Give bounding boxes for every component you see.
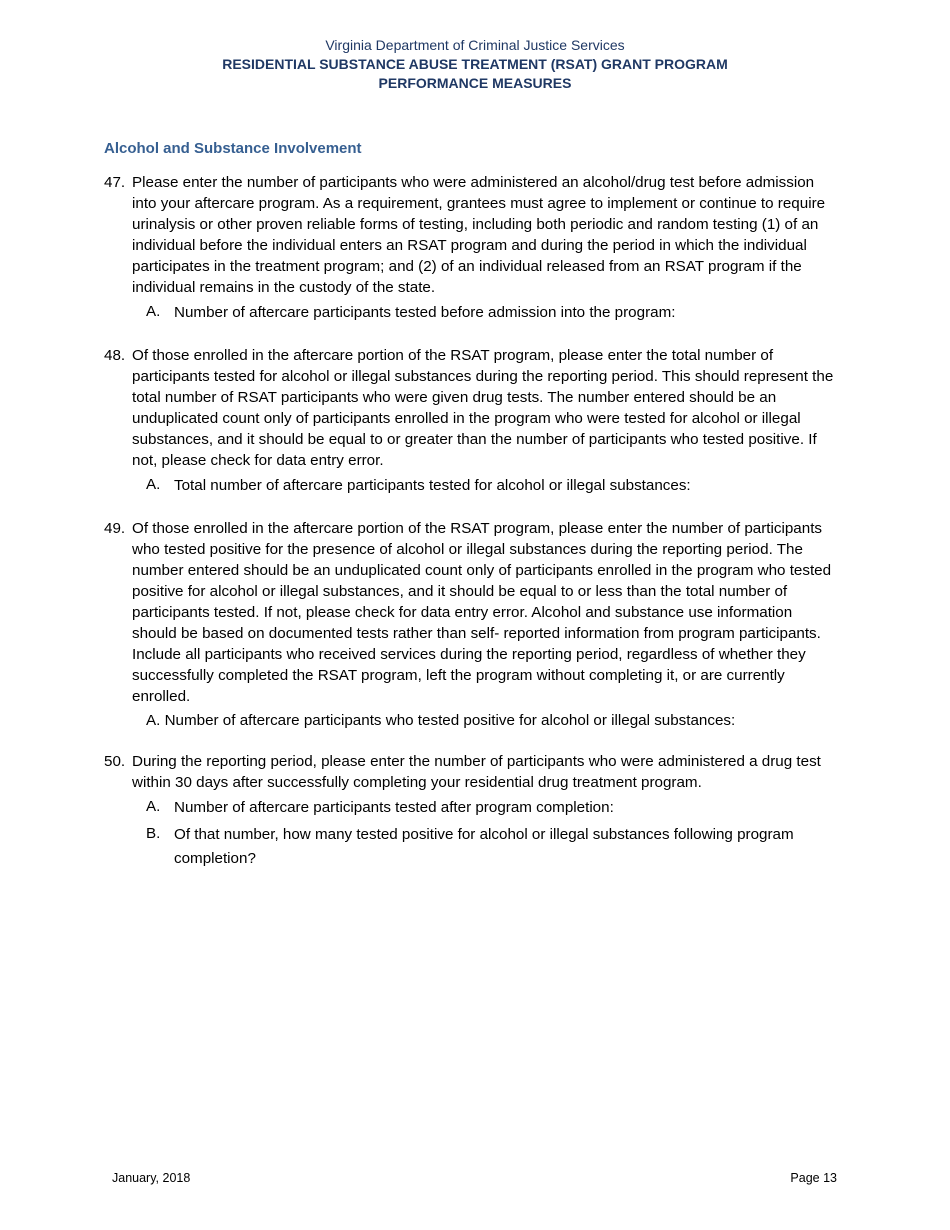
question-49 (104, 518, 834, 731)
sub-item (146, 796, 834, 820)
question-number: 50. (104, 753, 126, 770)
footer-page-number: Page 13 (790, 1171, 837, 1185)
question-47 (104, 172, 834, 325)
question-number: 48. (104, 347, 126, 364)
question-list (104, 172, 834, 891)
sub-item-letter: A. (146, 476, 161, 493)
footer-date: January, 2018 (112, 1171, 191, 1185)
question-text: Of those enrolled in the aftercare portion of the RSAT program, please enter the number of participants who tested positive for the presence of alcohol or illegal substances during the reporting period. The number entered should be an unduplicated count only of participants enrolled in the program who tested positive for alcohol or illegal substances, and it should be equal to or less than the total number of participants tested. If not, please check for data entry error. Alcohol and substance use information should be based on documented tests rather than self- reported information from program participants. Include all participants who received services during the reporting period, regardless of whether they successfully completed the RSAT program, left the program without completing it, or are currently enrolled. (132, 520, 832, 705)
question-50 (104, 751, 834, 871)
question-text: Of those enrolled in the aftercare portion of the RSAT program, please enter the total number of participants tested for alcohol or illegal substances during the reporting period. This should represent the total number of RSAT participants who were given drug tests. The number entered should be an unduplicated count only of participants enrolled in the program who were tested for alcohol or illegal substances, and it should be equal to or greater than the number of participants who tested positive. If not, please check for data entry error. (132, 347, 834, 469)
sub-item (146, 823, 834, 871)
agency-name: Virginia Department of Criminal Justice Services (325, 37, 625, 53)
section-title: Alcohol and Substance Involvement (104, 140, 362, 157)
question-number: 47. (104, 174, 126, 191)
sub-item-letter: A. (146, 303, 161, 320)
program-title: RESIDENTIAL SUBSTANCE ABUSE TREATMENT (RSAT) GRANT PROGRAM (222, 56, 728, 72)
question-number: 49. (104, 520, 126, 537)
question-text: Please enter the number of participants who were administered an alcohol/drug test before admission into your aftercare program. As a requirement, grantees must agree to implement or continue to require urinalysis or other proven reliable forms of testing, including both periodic and random testing (1) of an individual before the individual enters an RSAT program and during the period in which the individual participates in the treatment program; and (2) of an individual released from an RSAT program if the individual remains in the custody of the state. (132, 174, 826, 296)
sub-item-text: Total number of aftercare participants tested for alcohol or illegal substances: (174, 477, 691, 494)
sub-item (146, 301, 834, 325)
sub-item: A. Number of aftercare participants who tested positive for alcohol or illegal substances: (146, 712, 736, 729)
question-48 (104, 345, 834, 498)
sub-item-text: Of that number, how many tested positive for alcohol or illegal substances following program completion? (174, 826, 794, 867)
document-subtitle: PERFORMANCE MEASURES (378, 75, 572, 91)
sub-item-text: Number of aftercare participants tested after program completion: (174, 799, 614, 816)
sub-item-letter: B. (146, 825, 161, 842)
question-text: During the reporting period, please enter the number of participants who were administered a drug test within 30 days after successfully completing your residential drug treatment program. (132, 753, 821, 791)
page-header (0, 36, 950, 93)
sub-item (146, 474, 834, 498)
sub-item-text: Number of aftercare participants tested before admission into the program: (174, 304, 676, 321)
sub-item-letter: A. (146, 798, 161, 815)
